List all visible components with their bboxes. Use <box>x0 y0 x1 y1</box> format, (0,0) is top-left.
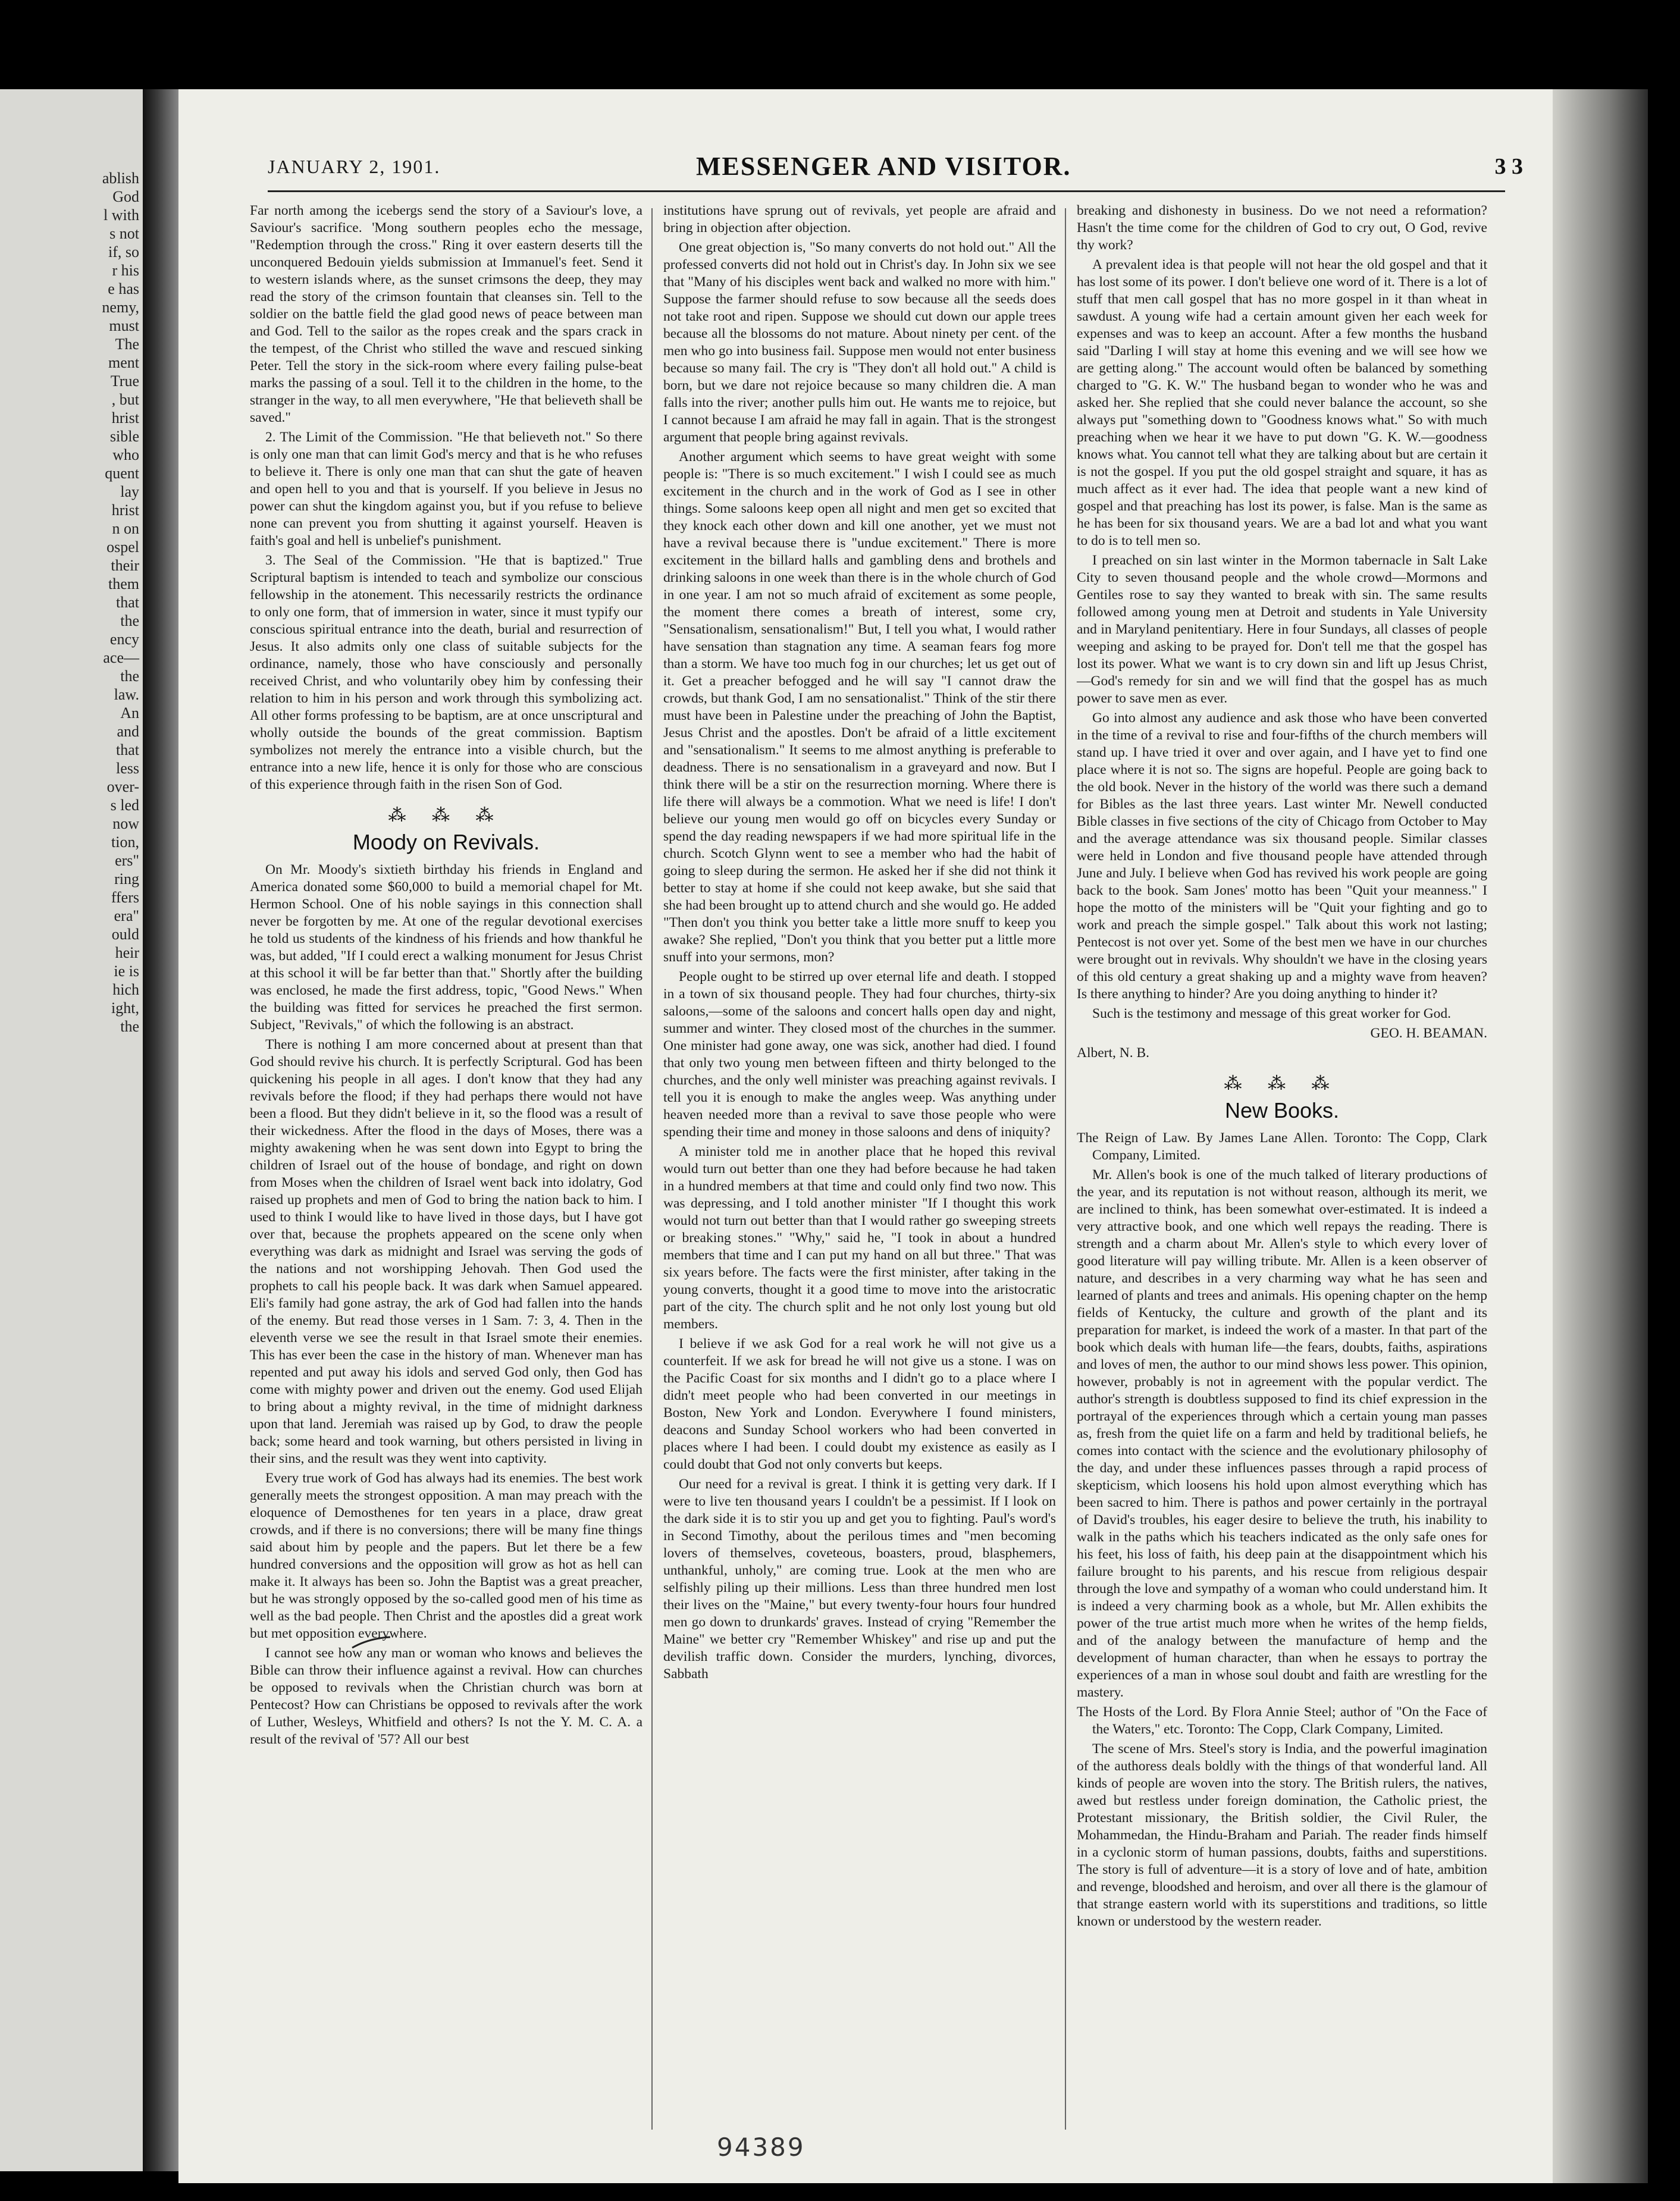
paragraph: Far north among the icebergs send the story of a Saviour's love, a Saviour's sacrifice. 'Mong southern peoples echo the message, "Redemption through the cross." Ring it over eastern deserts till the unconquered Bedouin yields submission at Immanuel's feet. Send it to western islands where, as the sunset crimsons the deep, they may read the story of the crimson fountain that cleanses sin. Tell to the soldier on the battle field the glad good news of peace between man and God. Tell to the sailor as the ropes creak and the spars crack in the tempest, of the Christ who stilled the wave and rescued sinking Peter. Tell the story in the sick-room where every failing pulse-beat marks the passing of a soul. Tell it to the children in the home, to the stranger in the way, to all men everywhere, "He that believeth shall be saved." <box>250 203 642 425</box>
fragment-text: now <box>112 815 139 832</box>
paragraph: One great objection is, "So many converts do not hold out." All the professed converts did not hold out in Christ's day. In John six we see that "Many of his disciples went back and walked no more with him." Suppose the farmer should refuse to sow because all the seeds does not take root and ripen. Suppose we should cut down our apple trees because all the blossoms do not mature. About ninety per cent. of the men who go into business fail. Suppose men would not enter business because so many fail. The cry is "They don't all hold out." A child is born, but we dare not rejoice because so many children die. A man falls into the river; another pulls him out. He wants me to rejoice, but I cannot because I am afraid he may fall in again. That is the strongest argument that people bring against revivals. <box>663 240 1056 445</box>
column-1 <box>250 202 642 1751</box>
book-gutter <box>143 89 178 2171</box>
paragraph: People ought to be stirred up over eternal life and death. I stopped in a town of six thousand people. They had four churches, thirty-six saloons,—some of the saloons and concert halls open day and night, summer and winter. They closed most of the churches in the summer. One minister had gone away, one was sick, another had died. I found that only two young men between fifteen and thirty belonged to the churches, and the only well minister was preaching against revivals. I tell you it is enough to make the angles weep. Was anything under heaven needed more than a revival to save those people who were spending their time and money in those saloons and dens of iniquity? <box>663 969 1056 1140</box>
fragment-text: hich <box>112 981 139 998</box>
pen-mark <box>351 1636 393 1650</box>
fragment-text: ace— <box>103 649 139 666</box>
fragment-text: era" <box>114 907 139 924</box>
fragment-text: who <box>112 446 139 463</box>
fragment-text: lay <box>120 483 139 500</box>
paragraph: Another argument which seems to have great weight with some people is: "There is so much excitement." I wish I could see as much excitement in the church and in the work of God as I see in other things. Some saloons keep open all night and men get so excited that they knock each other down and kill one another, yet we must not have a revival because there is "undue excitement." There is more excitement in the billard halls and gambling dens and brothels and drinking saloons in one week than there is in the whole church of God in one year. I am not so much afraid of excitement as some people, the moment there comes a breath of interest, some cry, "Sensationalism, sensationalism!" But, I tell you what, I would rather have sensation than stagnation any time. A seaman fears fog more than a storm. We have too much fog in our churches; let us get out of it. Get a preacher befogged and he will say "I cannot draw the crowds, but thank God, I am no sensationalist." Think of the stir there must have been in Palestine under the preaching of John the Baptist, Jesus Christ and the apostles. Don't be afraid of a little excitement and "sensationalism." It seems to me almost anything is preferable to deadness. There is no sensationalism in a graveyard and now. But I think there will be a stir on the resurrection morning. Where there is life there will always be a commotion. What we need is life! I don't believe our young men would go off on bicycles every Sunday or spend the day reading newspapers if we had more spiritual life in the church. Scotch Glynn went to see a member who had the habit of going to sleep during the sermon. He asked her if she did not think it better to stay at home if she could not keep awake, but she said that she had been brought up to attend church and she would go. He added "Then don't you think you better take a little more snuff to keep you awake? She replied, "Don't you think that you better put a little more snuff into your sermons, mon? <box>663 449 1056 965</box>
fragment-text: if, so <box>108 243 139 261</box>
header-date: JANUARY 2, 1901. <box>268 156 441 177</box>
fragment-text: sible <box>109 428 139 445</box>
paragraph: On Mr. Moody's sixtieth birthday his friends in England and America donated some $60,000 to build a memorial chapel for Mt. Hermon School. One of his noble sayings in this connection shall never be forgotten by me. At one of the regular devotional exercises he told us students of the kindness of his friends and how thankful he was, but added, "If I could erect a walking monument for Jesus Christ at this school it will be far better than that." Shortly after the building was enclosed, he made the first address, topic, "Good News." When the building was fitted for services he preached the first sermon. Subject, "Revivals," of which the following is an abstract. <box>250 862 642 1033</box>
fragment-text: The <box>115 336 139 353</box>
fragment-text: ie is <box>114 962 139 980</box>
fragment-text: nemy, <box>102 299 139 316</box>
newspaper-page <box>178 89 1553 2183</box>
fragment-text: ould <box>111 926 139 943</box>
paragraph: A prevalent idea is that people will not hear the old gospel and that it has lost some of its power. I don't believe one word of it. There is a lot of stuff that men call gospel that has no more gospel in it than wheat in sawdust. A young wife had a certain amount given her each week for expenses and was to keep an account. After a few months the husband said "Darling I will stay at home this evening and we will see how we are getting along." The account would often be balanced by something charged to "G. K. W." The husband began to wonder who he was and asked her. She replied that she could never balance the account, so she always put "something down to "Goodness knows what." So with much preaching when we hear it we have to put down "G. K. W.—goodness knows what. You cannot tell what they are talking about but are certain it is not the gospel. If you put the old gospel straight and square, it has as much affect as it ever had. The idea that people want a new kind of gospel and that preaching has lost its power, is false. Man is the same as he has been for six thousand years. We are a bad lot and what you want to do is to tell men so. <box>1077 257 1487 548</box>
section-ornament: ⁂ ⁂ ⁂ <box>1224 1074 1340 1093</box>
fragment-text: that <box>116 594 139 611</box>
fragment-text: ers" <box>115 852 139 869</box>
page-header <box>268 152 1547 192</box>
page-number: 3 3 <box>1494 154 1523 179</box>
fragment-text: ospel <box>106 538 139 556</box>
fragment-text: the <box>120 1018 139 1035</box>
paragraph: A minister told me in another place that he hoped this revival would turn out better than one they had before because he had taken in a hundred members at that time and could only find two now. This was depressing, and I told another minister "If I thought this work would not turn out better than that I would rather go sweeping streets or breaking stones." "Why," said he, "I took in about a hundred members that time and I can put my hand on all but three." That was six years before. The facts were the first minister, after taking in the young converts, thought it a good time to move into the aristocratic part of the city. The church split and he not only lost young but old members. <box>663 1144 1056 1332</box>
fragment-text: e has <box>108 280 139 297</box>
fragment-text: , but <box>111 391 139 408</box>
paragraph: breaking and dishonesty in business. Do we not need a reformation? Hasn't the time come for the children of God to cry out, O God, revive thy work? <box>1077 203 1487 253</box>
header-rule <box>268 190 1505 192</box>
column-divider <box>1065 208 1066 2130</box>
author-location: Albert, N. B. <box>1077 1045 1150 1061</box>
paragraph: 2. The Limit of the Commission. "He that believeth not." So there is only one man that can limit God's mercy and that is he who refuses to believe it. There is only one man that can shut the gate of heaven and open hell to you and that is yourself. If you believe in Jesus no power can shut the kingdom against you, but if you refuse to believe none can prevent you from shutting it against yourself. Heaven is faith's goal and hell is unbelief's punishment. <box>250 429 642 548</box>
fragment-text: tion, <box>111 833 139 851</box>
fragment-text: ring <box>114 870 139 888</box>
fragment-text: must <box>109 317 139 334</box>
fragment-text: hrist <box>111 409 139 427</box>
handwritten-accession-number: 94389 <box>717 2133 805 2162</box>
column-divider <box>651 208 653 2130</box>
paragraph: Such is the testimony and message of this great worker for God. <box>1092 1006 1452 1021</box>
fragment-text: r his <box>112 262 139 279</box>
fragment-text: hrist <box>111 501 139 519</box>
fragment-text: s led <box>110 797 139 814</box>
fragment-text: n on <box>112 520 139 537</box>
fragment-text: less <box>116 760 139 777</box>
fragment-text: True <box>110 372 139 390</box>
fragment-text: and <box>117 723 139 740</box>
page-edge-shadow <box>1553 89 1648 2183</box>
section-ornament: ⁂ ⁂ ⁂ <box>388 805 504 825</box>
book-review: The scene of Mrs. Steel's story is India, and the powerful imagination of the authoress deals boldly with the things of that wonderful land. All kinds of people are woven into the story. The British rulers, the natives, awed but restless under foreign domination, the Catholic priest, the Protestant missionary, the British soldier, the Civil Ruler, the Mohammedan, the Hindu-Braham and Pariah. The reader finds himself in a cyclonic storm of human passions, doubts, faiths and superstitions. The story is full of adventure—it is a story of love and of hate, ambition and revenge, bloodshed and heroism, and over all there is the glamour of that strange eastern world with its superstitions and traditions, so little known or understood by the western reader. <box>1077 1741 1487 1929</box>
author-signature: GEO. H. BEAMAN. <box>1370 1026 1487 1041</box>
section-title: New Books. <box>1224 1098 1340 1123</box>
paragraph: Go into almost any audience and ask those who have been converted in the time of a revival to rise and four-fifths of the church members will stand up. I have tried it over and over again, and I have yet to find one place where it is not so. The signs are hopeful. People are going back to the old book. Never in the history of the world was there such a demand for Bibles as the last three years. Last winter Mr. Newell conducted Bible classes in five sections of the city of Chicago from October to May and the average attendance was six thousand people. Similar classes were held in London and five thousand people have attended through June and July. I believe when God has revived his work people are going back to the book. Sam Jones' motto has been "Quit your meanness." I hope the motto of the ministers will be "Quit your fighting and go to work and preach the simple gospel." Talk about this work not lasting; Pentecost is not over yet. Some of the best men we have in our churches were brought out in revivals. Why shouldn't we have in the closing years of this old century a great shaking up and a mighty wave from heaven? Is there anything to hinder? Are you doing anything to hinder it? <box>1077 710 1487 1002</box>
paragraph: There is nothing I am more concerned about at present than that God should revive his church. It is perfectly Scriptural. God has been quickening his people in all ages. I don't know that they had any revivals before the flood; if they had perhaps there would not have been a flood. But they didn't believe in it, so the flood was a result of their wickedness. After the flood in the days of Moses, there was a mighty awakening when he was sent down into Egypt to bring the children of Israel out of the house of bondage, and right on down from Moses when the children of Israel went back into idolatry, God raised up prophets and men of God to bring the nation back to him. I used to think I would like to have lived in those days, but I have got over that, because the prophets appeared on the scene only when everything was dark as midnight and Israel was serving the gods of the nations and not worshipping Jehovah. Then God used the prophets to call his people back. It was dark when Samuel appeared. Eli's family had gone astray, the ark of God had fallen into the hands of the enemy. But read those verses in 1 Sam. 7: 3, 4. Then in the eleventh verse we see the result in that Israel smote their enemies. This has ever been the case in the history of man. Whenever man has repented and put away his idols and served God only, then God has come with mighty power and driven out the enemy. God used Elijah to bring about a mighty revival, in the time of midnight darkness upon that land. Jeremiah was raised up by God, to draw the people back; some heard and took warning, but others persisted in living in their sins, and the result was they went into captivity. <box>250 1037 642 1466</box>
fragment-text: over- <box>106 778 139 795</box>
fragment-text: the <box>120 612 139 629</box>
column-2 <box>663 202 1056 1685</box>
fragment-text: that <box>116 741 139 758</box>
article-title: Moody on Revivals. <box>352 830 540 854</box>
book-citation: The Hosts of the Lord. By Flora Annie Steel; author of "On the Face of the Waters," etc. Toronto: The Copp, Clark Company, Limited. <box>1077 1704 1487 1737</box>
book-citation: The Reign of Law. By James Lane Allen. Toronto: The Copp, Clark Company, Limited. <box>1077 1130 1487 1163</box>
fragment-text: them <box>108 575 139 592</box>
fragment-text: l with <box>104 206 139 224</box>
fragment-text: ment <box>108 354 139 371</box>
fragment-text: God <box>112 188 139 205</box>
fragment-text: their <box>111 557 139 574</box>
book-review: Mr. Allen's book is one of the much talked of literary productions of the year, and its reputation is not without reason, although its merit, we are inclined to think, has been somewhat over-estimated. It is indeed a very attractive book, and one which well repays the reading. There is strength and a charm about Mr. Allen's style to which every lover of good literature will pay willing tribute. Mr. Allen is a keen observer of nature, and describes in a very charming way what he has seen and learned of plants and trees and animals. His opening chapter on the hemp fields of Kentucky, the culture and growth of the plant and its preparation for market, is indeed the work of a master. In that part of the book which deals with human life—the fears, doubts, faiths, aspirations and loves of men, the author to our mind shows less power. This opinion, however, probably is not in agreement with the popular verdict. The author's strength is doubtless supposed to find its chief expression in the portrayal of the experiences through which a certain young man passes as, fresh from the quiet life on a farm and held by traditional beliefs, he comes into contact with the science and the evolutionary philosophy of the day, and under these influences passes through a rapid process of skepticism, which loosens his hold upon almost everything which has been sacred to him. There is pathos and power certainly in the portrayal of David's troubles, his eager desire to believe the truth, his inability to walk in the paths which his teachers indicated as the only safe ones for his feet, his loss of faith, his deep pain at the disappointment which his failure brought to his parents, and his rescue from religious despair through the love and sympathy of a woman who could understand him. It is indeed a very charming book as a whole, but Mr. Allen exhibits the power of the true artist much more when he writes of the hemp fields, and of the analogy between the manufacture of hemp and the development of human character, than when he essays to portray the experiences of a man in whose soul doubt and faith are wrestling for the mastery. <box>1077 1167 1487 1700</box>
fragment-text: ablish <box>102 170 139 187</box>
fragment-text: s not <box>109 225 139 242</box>
adjacent-page-fragment <box>0 89 143 2171</box>
fragment-text: quent <box>105 465 139 482</box>
paragraph: I cannot see how any man or woman who knows and believes the Bible can throw their influence against a revival. How can churches be opposed to revivals when the Christian church was born at Pentecost? How can Christians be opposed to revivals after the work of Luther, Wesleys, Whitfield and others? Is not the Y. M. C. A. a result of the revival of '57? All our best <box>250 1645 642 1747</box>
fragment-text: ency <box>109 631 139 648</box>
fragment-text: An <box>120 704 139 722</box>
column-3 <box>1077 202 1487 1933</box>
masthead-title: MESSENGER AND VISITOR. <box>696 152 1071 181</box>
paragraph: 3. The Seal of the Commission. "He that is baptized." True Scriptural baptism is intended to teach and symbolize our conscious fellowship in the atonement. This necessarily restricts the ordinance to only one form, that of immersion in water, since it must typify our conscious spiritual entrance into the death, burial and resurrection of Jesus. It also admits only one class of suitable subjects for the ordinance, namely, those who have consciously and personally received Christ, and who voluntarily obey him by confessing their relation to him in his person and work through this symbolizing act. All other forms professing to be baptism, are at once unscriptural and wholly outside the bounds of the great commission. Baptism symbolizes not merely the entrance into a visible church, but the entrance into a new life, hence it is only for those who are conscious of this experience through faith in the risen Son of God. <box>250 553 642 792</box>
paragraph: institutions have sprung out of revivals, yet people are afraid and bring in objection after objection. <box>663 203 1056 236</box>
paragraph: I believe if we ask God for a real work he will not give us a counterfeit. If we ask for bread he will not give us a stone. I was on the Pacific Coast for six months and I didn't go to a place where I didn't meet people who had been converted in our meetings in Boston, New York and London. Everywhere I found ministers, deacons and Sunday School workers who had been converted in places where I had been. I could doubt my existence as easily as I could doubt that God not only converts but keeps. <box>663 1336 1056 1472</box>
fragment-text: ight, <box>111 999 139 1017</box>
fragment-text: heir <box>115 944 139 961</box>
fragment-text: ffers <box>111 889 139 906</box>
paragraph: Our need for a revival is great. I think it is getting very dark. If I were to live ten thousand years I couldn't be a pessimist. If I look on the dark side it is to stir you up and get you to fighting. Paul's word's in Second Timothy, about the perilous times and "men becoming lovers of themselves, coveteous, boasters, proud, blasphemers, unthankful, unholy," are coming true. Look at the men who are selfishly piling up their millions. Less than three hundred men lost their lives on the "Maine," but every twenty-four hours four hundred men go down to drunkards' graves. Instead of crying "Remember the Maine" we better cry "Remember Whiskey" and rise up and put the devilish traffic down. Consider the murders, lynching, divorces, Sabbath <box>663 1476 1056 1682</box>
paragraph: Every true work of God has always had its enemies. The best work generally meets the strongest opposition. A man may preach with the eloquence of Demosthenes for ten years in a place, draw great crowds, and if there is no conversions; there will be many fine things said about him by people and the papers. But let there be a few hundred conversions and the opposition will grow as hot as hell can make it. It always has been so. John the Baptist was a great preacher, but he was strongly opposed by the so-called good men of his time as well as the bad people. Then Christ and the apostles did a great work but met opposition everywhere. <box>250 1471 642 1641</box>
fragment-text: law. <box>114 686 139 703</box>
fragment-text: the <box>120 667 139 685</box>
paragraph: I preached on sin last winter in the Mormon tabernacle in Salt Lake City to seven thousand people and the whole crowd—Mormons and Gentiles rose to say they wanted to break with sin. The same results followed among young men at Detroit and students in Yale University and in Maryland penitentiary. Here in four Sundays, all classes of people weeping and asking to be prayed for. Don't tell me that the gospel has lost its power. What we want is to cry down sin and lift up Jesus Christ,—God's remedy for sin and we will find that the gospel has as much power to save men as ever. <box>1077 553 1487 706</box>
